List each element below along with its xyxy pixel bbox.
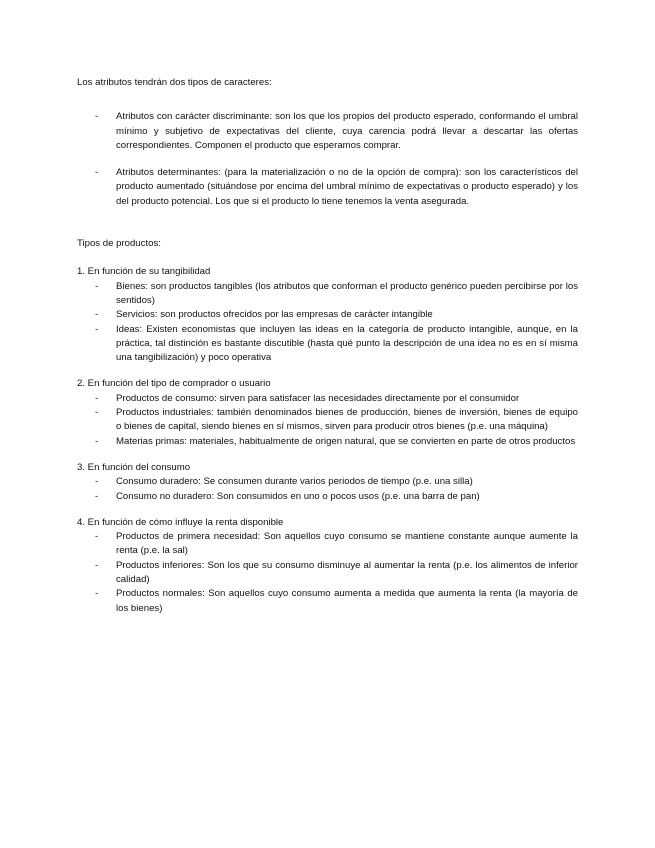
list-item: - Materias primas: materiales, habitualmente de origen natural, que se convierten en parte de otros productos bbox=[77, 435, 578, 449]
list-item: - Productos inferiores: Son los que su consumo disminuye al aumentar la renta (p.e. los alimentos de inferior calidad) bbox=[77, 559, 578, 588]
section-list bbox=[77, 475, 578, 504]
section-income bbox=[77, 516, 578, 616]
section-buyer-type bbox=[77, 377, 578, 448]
list-item: - Atributos con carácter discriminante: son los que los propios del producto esperado, conformando el umbral mínimo y subjetivo de expectativas del cliente, cuya carencia podrá llevar a descartar las ofertas correspondientes. Componen el producto que esperamos comprar. bbox=[77, 110, 578, 153]
list-item: - Servicios: son productos ofrecidos por las empresas de carácter intangible bbox=[77, 308, 578, 322]
list-item: - Consumo no duradero: Son consumidos en uno o pocos usos (p.e. una barra de pan) bbox=[77, 490, 578, 504]
types-heading: Tipos de productos: bbox=[77, 238, 161, 250]
attribute-types-list bbox=[77, 110, 578, 209]
list-item: - Productos de primera necesidad: Son aquellos cuyo consumo se mantiene constante aunque aumente la renta (p.e. la sal) bbox=[77, 530, 578, 559]
section-title: 3. En función del consumo bbox=[77, 461, 191, 473]
list-item: - Productos normales: Son aquellos cuyo consumo aumenta a medida que aumenta la renta (la mayoría de los bienes) bbox=[77, 587, 578, 616]
section-consumption bbox=[77, 461, 578, 504]
intro-paragraph: Los atributos tendrán dos tipos de caracteres: bbox=[77, 77, 272, 88]
list-item: - Productos de consumo: sirven para satisfacer las necesidades directamente por el consumidor bbox=[77, 392, 578, 406]
section-list bbox=[77, 280, 578, 366]
list-item: - Ideas: Existen economistas que incluyen las ideas en la categoría de producto intangible, aunque, en la práctica, tal distinción es bastante discutible (hasta qué punto la descripción de una idea no es en sí misma una tangibilización) y poco operativa bbox=[77, 323, 578, 366]
section-title: 4. En función de cómo influye la renta disponible bbox=[77, 516, 284, 528]
list-item: - Atributos determinantes: (para la materialización o no de la opción de compra): son los característicos del producto aumentado (situándose por encima del umbral mínimo de expectativas o producto esperado) y los del producto potencial. Los que si el producto lo tiene tenemos la venta asegurada. bbox=[77, 166, 578, 209]
section-title: 2. En función del tipo de comprador o usuario bbox=[77, 378, 271, 390]
list-item: - Consumo duradero: Se consumen durante varios periodos de tiempo (p.e. una silla) bbox=[77, 475, 578, 489]
document-body bbox=[77, 76, 578, 628]
section-title: 1. En función de su tangibilidad bbox=[77, 266, 211, 278]
list-item: - Bienes: son productos tangibles (los atributos que conforman el producto genérico pueden percibirse por los sentidos) bbox=[77, 280, 578, 309]
section-list bbox=[77, 530, 578, 616]
list-item: - Productos industriales: también denominados bienes de producción, bienes de inversión, bienes de equipo o bienes de capital, siendo bienes en sí mismos, sirven para producir otros bienes (p.e. una máquina) bbox=[77, 406, 578, 435]
section-list bbox=[77, 392, 578, 449]
section-tangibility bbox=[77, 265, 578, 365]
